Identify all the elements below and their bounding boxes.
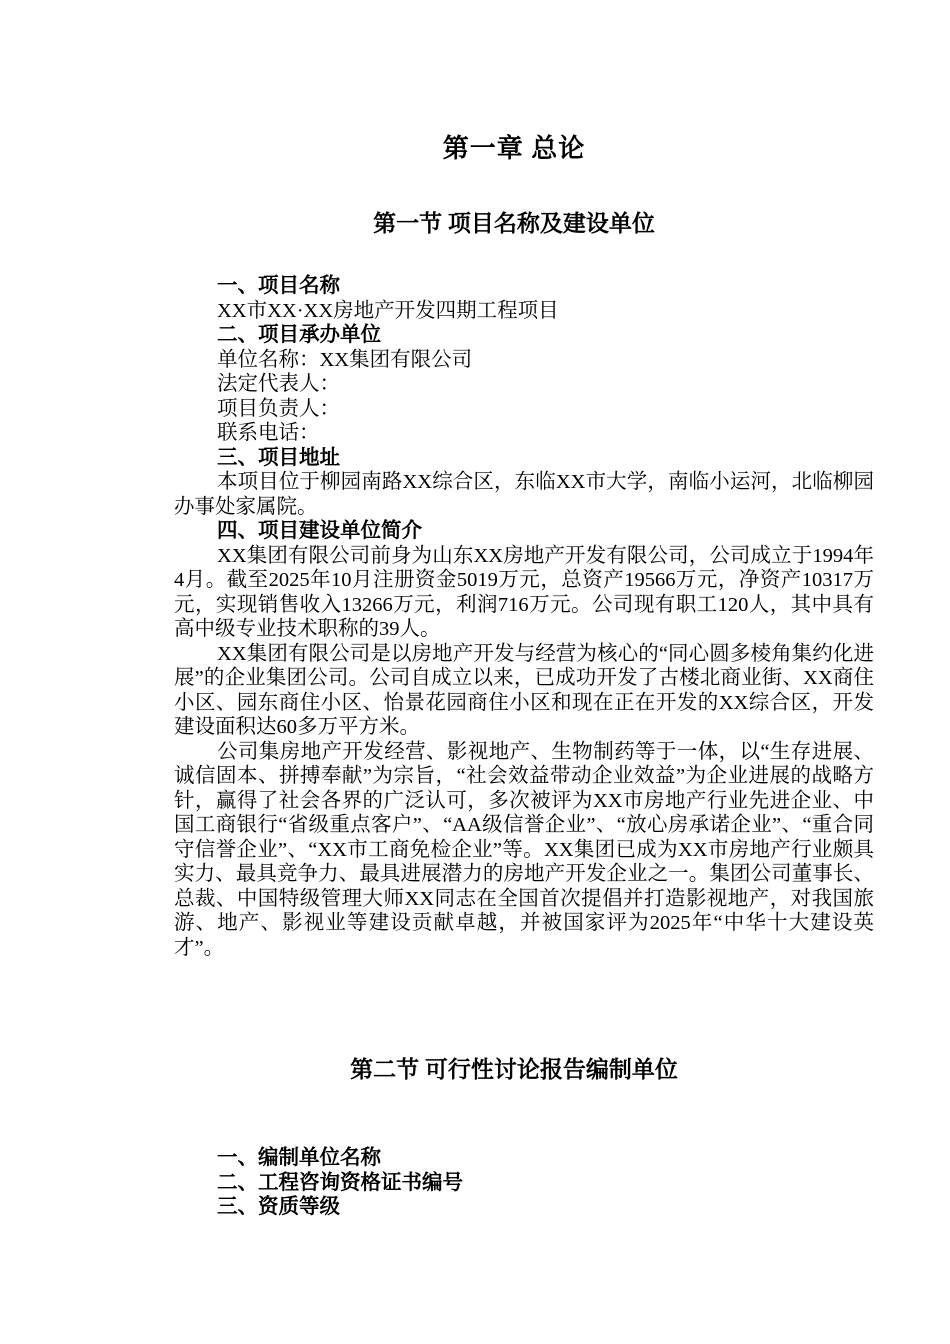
address-paragraph: 本项目位于柳园南路XX综合区，东临XX市大学，南临小运河，北临柳园办事处家属院。	[174, 471, 874, 518]
phone-text: 联系电话：	[217, 422, 320, 444]
project-leader-text: 项目负责人：	[217, 397, 340, 420]
section-1-title: 第一节 项目名称及建设单位	[373, 211, 655, 236]
company-intro-paragraph-3: 公司集房地产开发经营、影视地产、生物制药等于一体，以“生存进展、诚信固本、拼搏奉献”为宗旨，“社会效益带动企业效益”为企业进展的战略方针，赢得了社会各界的广泛认可，多次被评为XX市房地产行业先进企业、中国工商银行“省级重点客户”、“AA级信誉企业”、“放心房承诺企业”、“重合同守信誉企业”、“XX市工商免检企业”等。XX集团已成为XX市房地产行业颇具实力、最具竞争力、最具进展潜力的房地产开发企业之一。集团公司董事长、总裁、中国特级管理大师XX同志在全国首次提倡并打造影视地产，对我国旅游、地产、影视业等建设贡献卓越，并被国家评为2025年“中华十大建设英才”。	[174, 740, 874, 959]
company-intro-paragraph-2: XX集团有限公司是以房地产开发与经营为核心的“同心圆多棱角集约化进展”的企业集团公司。公司自成立以来，已成功开发了古楼北商业街、XX商住小区、园东商住小区、怡景花园商住小区和现在正在开发的XX综合区，开发建设面积达60多万平方米。	[174, 642, 874, 738]
heading-qualification-grade: 三、资质等级	[217, 1196, 340, 1218]
project-name-text: XX市XX·XX房地产开发四期工程项目	[217, 299, 559, 322]
heading-sponsor-unit: 二、项目承办单位	[217, 324, 381, 346]
section-2-title: 第二节 可行性讨论报告编制单位	[350, 1057, 678, 1082]
legal-representative-text: 法定代表人：	[217, 373, 340, 395]
heading-project-name: 一、项目名称	[217, 275, 340, 297]
heading-project-address: 三、项目地址	[217, 446, 340, 469]
chapter-title: 第一章 总论	[442, 134, 586, 163]
section-2-body	[174, 1146, 874, 1220]
heading-compiler-name: 一、编制单位名称	[217, 1147, 381, 1169]
company-intro-paragraph-1: XX集团有限公司前身为山东XX房地产开发有限公司，公司成立于1994年4月。截至2025年10月注册资金5019万元，总资产19566万元，净资产10317万元，实现销售收入13266万元，利润716万元。公司现有职工120人，其中具有高中级专业技术职称的39人。	[174, 544, 874, 640]
heading-certificate-number: 二、工程咨询资格证书编号	[217, 1171, 463, 1194]
unit-name-text: 单位名称：XX集团有限公司	[217, 348, 473, 371]
heading-company-intro: 四、项目建设单位简介	[217, 520, 422, 542]
section-1-body	[174, 274, 874, 960]
